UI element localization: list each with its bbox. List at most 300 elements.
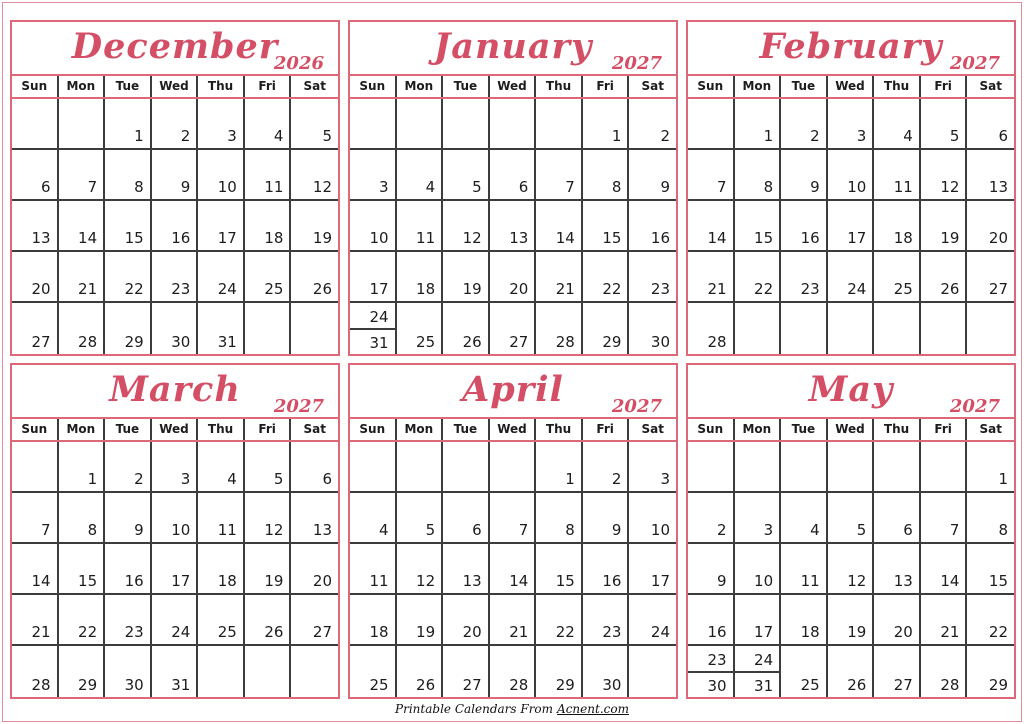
date-cell <box>198 303 245 354</box>
date-number: 16 <box>800 229 820 247</box>
dow-wed: Wed <box>828 76 875 97</box>
date-cell <box>152 201 199 252</box>
date-number: 16 <box>171 229 191 247</box>
date-cell-empty <box>921 303 968 354</box>
date-cell-empty <box>443 442 490 493</box>
date-number: 12 <box>416 572 436 590</box>
date-number: 8 <box>763 178 774 196</box>
dow-mon: Mon <box>397 419 444 440</box>
date-cell <box>583 442 630 493</box>
date-number: 25 <box>264 280 284 298</box>
date-number: 1 <box>611 127 622 145</box>
date-cell <box>59 493 106 544</box>
date-cell <box>443 303 490 354</box>
date-number: 24 <box>171 623 191 641</box>
date-cell <box>583 646 630 697</box>
date-number: 17 <box>754 623 774 641</box>
date-number: 18 <box>893 229 913 247</box>
date-number: 23 <box>171 280 191 298</box>
date-cell <box>198 544 245 595</box>
date-cell <box>245 493 292 544</box>
date-number: 7 <box>87 178 98 196</box>
date-number: 25 <box>893 280 913 298</box>
date-number: 13 <box>462 572 482 590</box>
date-cell <box>105 303 152 354</box>
date-number: 4 <box>379 521 389 539</box>
date-cell <box>688 201 735 252</box>
date-number: 8 <box>611 178 622 196</box>
date-number: 28 <box>31 676 51 694</box>
date-number: 16 <box>707 623 727 641</box>
date-number: 8 <box>565 521 575 539</box>
date-number: 5 <box>425 521 436 539</box>
date-cell <box>152 544 199 595</box>
date-cell <box>735 201 782 252</box>
dow-mon: Mon <box>59 419 106 440</box>
date-cell-empty <box>397 99 444 150</box>
footer-link[interactable]: Acnent.com <box>557 702 629 716</box>
dow-sat: Sat <box>303 79 326 93</box>
date-number: 19 <box>847 623 867 641</box>
date-number: 20 <box>893 623 913 641</box>
date-cell <box>198 252 245 303</box>
date-cell-empty <box>735 303 782 354</box>
date-cell <box>397 150 444 201</box>
date-number: 18 <box>217 572 237 590</box>
date-number: 4 <box>273 127 284 145</box>
date-number: 15 <box>754 229 774 247</box>
date-number: 2 <box>180 127 191 145</box>
dow-wed: Wed <box>152 76 199 97</box>
dow-thu: Thu <box>874 76 921 97</box>
date-cell <box>781 493 828 544</box>
date-number: 14 <box>555 229 575 247</box>
dow-thu: Thu <box>536 419 583 440</box>
date-cell <box>967 150 1014 201</box>
date-cell <box>291 150 338 201</box>
date-number: 21 <box>707 280 727 298</box>
date-cell <box>629 595 676 646</box>
date-cell <box>828 646 875 697</box>
month-year: 2027 <box>611 396 662 417</box>
date-number: 26 <box>847 676 867 694</box>
date-number: 20 <box>31 280 51 298</box>
month-year: 2027 <box>949 396 1000 417</box>
date-cell <box>583 303 630 354</box>
date-number: 29 <box>78 676 98 694</box>
date-number: 5 <box>856 521 867 539</box>
dow-fri: Fri <box>245 419 292 440</box>
date-number: 2 <box>660 127 670 145</box>
dow-thu: Thu <box>198 76 245 97</box>
month-may <box>686 363 1016 699</box>
month-march <box>10 363 340 699</box>
date-cell-empty <box>828 442 875 493</box>
split-top-half <box>688 646 733 673</box>
date-number: 28 <box>555 333 575 351</box>
date-cell <box>828 252 875 303</box>
day-of-week-row <box>12 76 338 99</box>
date-cell <box>198 493 245 544</box>
date-number: 20 <box>312 572 332 590</box>
date-number: 6 <box>322 470 332 488</box>
date-number: 9 <box>180 178 191 196</box>
date-cell <box>12 646 59 697</box>
month-title: February <box>759 26 943 67</box>
date-cell <box>735 595 782 646</box>
date-number: 21 <box>31 623 51 641</box>
date-cell-empty <box>397 442 444 493</box>
date-number: 16 <box>602 572 622 590</box>
date-number: 24 <box>217 280 237 298</box>
date-cell <box>350 595 397 646</box>
date-number: 30 <box>650 333 670 351</box>
date-number: 12 <box>940 178 960 196</box>
date-cell <box>198 595 245 646</box>
date-number: 5 <box>472 178 482 196</box>
date-number: 9 <box>717 572 727 590</box>
date-number: 6 <box>472 521 482 539</box>
date-number: 25 <box>369 676 389 694</box>
date-cell <box>443 252 490 303</box>
date-number: 23 <box>602 623 622 641</box>
date-number: 1 <box>565 470 575 488</box>
date-number: 19 <box>312 229 332 247</box>
dates-grid <box>12 442 338 697</box>
date-cell <box>921 493 968 544</box>
date-number: 23 <box>650 280 670 298</box>
date-cell <box>583 252 630 303</box>
dow-sun: Sun <box>12 76 59 97</box>
date-number: 6 <box>41 178 51 196</box>
dow-thu: Thu <box>536 76 583 97</box>
date-number: 14 <box>78 229 98 247</box>
date-cell <box>12 252 59 303</box>
date-cell <box>291 493 338 544</box>
date-number: 26 <box>462 333 482 351</box>
date-cell <box>152 252 199 303</box>
date-number: 5 <box>949 127 960 145</box>
month-title: March <box>109 369 241 410</box>
date-cell <box>490 252 537 303</box>
month-year: 2027 <box>273 396 324 417</box>
date-cell <box>443 544 490 595</box>
date-cell <box>536 201 583 252</box>
date-number: 17 <box>171 572 191 590</box>
date-cell <box>629 442 676 493</box>
date-number: 27 <box>988 280 1008 298</box>
month-header <box>12 22 338 76</box>
dow-thu: Thu <box>874 419 921 440</box>
dow-mon: Mon <box>397 76 444 97</box>
date-number: 14 <box>707 229 727 247</box>
date-cell <box>152 99 199 150</box>
month-title: May <box>808 369 894 410</box>
footer-credit <box>0 702 1024 716</box>
date-number: 4 <box>227 470 237 488</box>
date-number: 22 <box>602 280 622 298</box>
date-number: 3 <box>856 127 867 145</box>
date-cell <box>152 493 199 544</box>
date-number: 11 <box>264 178 284 196</box>
date-number: 4 <box>425 178 436 196</box>
split-bottom-half <box>688 673 733 698</box>
date-cell <box>12 150 59 201</box>
date-number: 26 <box>264 623 284 641</box>
dow-wed: Wed <box>490 76 537 97</box>
dates-grid <box>350 442 676 697</box>
date-number: 18 <box>416 280 436 298</box>
date-cell <box>629 252 676 303</box>
date-cell <box>874 595 921 646</box>
date-number: 27 <box>462 676 482 694</box>
date-cell <box>350 493 397 544</box>
dow-mon: Mon <box>735 419 782 440</box>
date-cell <box>629 99 676 150</box>
date-number: 19 <box>462 280 482 298</box>
date-number: 6 <box>518 178 529 196</box>
date-cell <box>245 201 292 252</box>
date-cell-empty <box>291 646 338 697</box>
date-number: 9 <box>660 178 670 196</box>
date-number: 18 <box>800 623 820 641</box>
date-cell <box>291 99 338 150</box>
date-number: 11 <box>893 178 913 196</box>
date-cell <box>105 493 152 544</box>
date-cell <box>12 544 59 595</box>
date-cell <box>105 252 152 303</box>
date-number: 15 <box>78 572 98 590</box>
date-number: 14 <box>509 572 529 590</box>
date-number: 5 <box>273 470 284 488</box>
date-cell <box>443 201 490 252</box>
date-number: 27 <box>312 623 332 641</box>
date-cell-empty <box>629 646 676 697</box>
date-cell-empty <box>688 99 735 150</box>
date-cell <box>490 201 537 252</box>
date-number: 24 <box>847 280 867 298</box>
date-cell <box>198 99 245 150</box>
date-cell <box>105 595 152 646</box>
date-number: 15 <box>988 572 1008 590</box>
date-cell <box>874 493 921 544</box>
dates-grid <box>12 99 338 354</box>
date-number: 8 <box>998 521 1008 539</box>
date-cell-empty <box>245 303 292 354</box>
dow-wed: Wed <box>828 419 875 440</box>
date-number: 10 <box>650 521 670 539</box>
date-number: 9 <box>810 178 820 196</box>
date-cell <box>828 150 875 201</box>
date-number: 25 <box>217 623 237 641</box>
date-cell <box>536 150 583 201</box>
date-cell <box>874 544 921 595</box>
date-number: 12 <box>312 178 332 196</box>
dow-sat: Sat <box>641 79 664 93</box>
date-cell <box>105 201 152 252</box>
date-number: 10 <box>171 521 191 539</box>
month-year: 2026 <box>273 53 324 74</box>
date-cell <box>245 99 292 150</box>
date-cell-empty <box>874 442 921 493</box>
date-cell <box>490 303 537 354</box>
date-cell <box>152 303 199 354</box>
split-top-half <box>350 303 395 330</box>
date-number: 21 <box>940 623 960 641</box>
date-cell <box>245 252 292 303</box>
date-cell <box>781 252 828 303</box>
date-cell <box>629 201 676 252</box>
date-number: 12 <box>462 229 482 247</box>
date-cell <box>828 201 875 252</box>
dow-mon: Mon <box>735 76 782 97</box>
date-cell <box>198 150 245 201</box>
date-cell-empty <box>198 646 245 697</box>
date-cell-split <box>350 303 397 354</box>
date-cell <box>105 646 152 697</box>
date-cell <box>291 442 338 493</box>
date-cell <box>59 646 106 697</box>
month-header <box>350 22 676 76</box>
date-number: 29 <box>124 333 144 351</box>
dow-fri: Fri <box>921 419 968 440</box>
date-cell-empty <box>443 99 490 150</box>
date-number: 23 <box>124 623 144 641</box>
date-number: 9 <box>134 521 144 539</box>
dow-sat: Sat <box>979 422 1002 436</box>
split-bottom-half <box>735 673 780 698</box>
date-cell <box>781 201 828 252</box>
date-number: 30 <box>171 333 191 351</box>
date-cell-split <box>688 646 735 697</box>
date-cell <box>490 150 537 201</box>
date-number: 22 <box>555 623 575 641</box>
date-cell-empty <box>536 99 583 150</box>
date-number: 20 <box>509 280 529 298</box>
date-cell <box>583 493 630 544</box>
dow-sat: Sat <box>979 79 1002 93</box>
date-number: 24 <box>369 307 389 326</box>
date-number: 22 <box>988 623 1008 641</box>
dates-grid <box>688 442 1014 697</box>
dow-tue: Tue <box>443 419 490 440</box>
date-cell <box>583 201 630 252</box>
date-number: 20 <box>462 623 482 641</box>
date-cell <box>921 595 968 646</box>
month-header <box>688 365 1014 419</box>
date-cell <box>291 544 338 595</box>
date-number: 10 <box>847 178 867 196</box>
date-cell <box>12 201 59 252</box>
date-cell <box>443 150 490 201</box>
months-grid <box>10 20 1016 699</box>
date-number: 13 <box>988 178 1008 196</box>
date-cell <box>152 442 199 493</box>
date-number: 31 <box>171 676 191 694</box>
date-cell <box>583 595 630 646</box>
date-number: 13 <box>509 229 529 247</box>
date-cell <box>921 201 968 252</box>
date-cell <box>59 442 106 493</box>
date-cell <box>397 595 444 646</box>
date-cell <box>781 646 828 697</box>
date-number: 2 <box>810 127 820 145</box>
date-number: 14 <box>940 572 960 590</box>
dow-sun: Sun <box>688 419 735 440</box>
date-number: 2 <box>717 521 727 539</box>
date-cell <box>583 150 630 201</box>
date-number: 2 <box>611 470 622 488</box>
date-number: 5 <box>322 127 332 145</box>
date-cell <box>735 252 782 303</box>
date-cell <box>967 544 1014 595</box>
date-cell <box>874 201 921 252</box>
date-number: 9 <box>611 521 622 539</box>
date-number: 28 <box>940 676 960 694</box>
dow-mon: Mon <box>59 76 106 97</box>
date-number: 6 <box>998 127 1008 145</box>
date-number: 3 <box>763 521 774 539</box>
date-number: 15 <box>124 229 144 247</box>
date-cell <box>921 99 968 150</box>
date-cell <box>536 544 583 595</box>
date-number: 28 <box>707 333 727 351</box>
date-number: 30 <box>124 676 144 694</box>
dow-tue: Tue <box>781 419 828 440</box>
date-cell <box>536 493 583 544</box>
date-cell <box>536 646 583 697</box>
date-number: 13 <box>893 572 913 590</box>
day-of-week-row <box>350 76 676 99</box>
day-of-week-row <box>350 419 676 442</box>
date-cell <box>688 252 735 303</box>
date-number: 31 <box>369 334 389 352</box>
date-number: 12 <box>847 572 867 590</box>
date-number: 19 <box>416 623 436 641</box>
date-number: 18 <box>264 229 284 247</box>
date-cell <box>967 646 1014 697</box>
date-cell <box>443 646 490 697</box>
date-cell-empty <box>350 442 397 493</box>
date-number: 10 <box>217 178 237 196</box>
date-number: 24 <box>754 650 774 669</box>
date-cell <box>397 252 444 303</box>
date-cell <box>105 99 152 150</box>
date-cell <box>781 150 828 201</box>
date-cell <box>152 595 199 646</box>
date-number: 10 <box>369 229 389 247</box>
date-number: 29 <box>988 676 1008 694</box>
date-cell-empty <box>490 99 537 150</box>
month-title: January <box>433 26 593 67</box>
date-number: 7 <box>565 178 575 196</box>
date-cell <box>245 150 292 201</box>
day-of-week-row <box>12 419 338 442</box>
dow-fri: Fri <box>245 76 292 97</box>
date-cell <box>291 252 338 303</box>
dow-tue: Tue <box>105 419 152 440</box>
date-number: 25 <box>416 333 436 351</box>
date-cell-empty <box>291 303 338 354</box>
date-cell <box>59 252 106 303</box>
date-number: 26 <box>312 280 332 298</box>
date-number: 22 <box>754 280 774 298</box>
month-header <box>688 22 1014 76</box>
date-cell <box>967 493 1014 544</box>
date-cell-empty <box>828 303 875 354</box>
date-cell <box>59 150 106 201</box>
month-year: 2027 <box>949 53 1000 74</box>
